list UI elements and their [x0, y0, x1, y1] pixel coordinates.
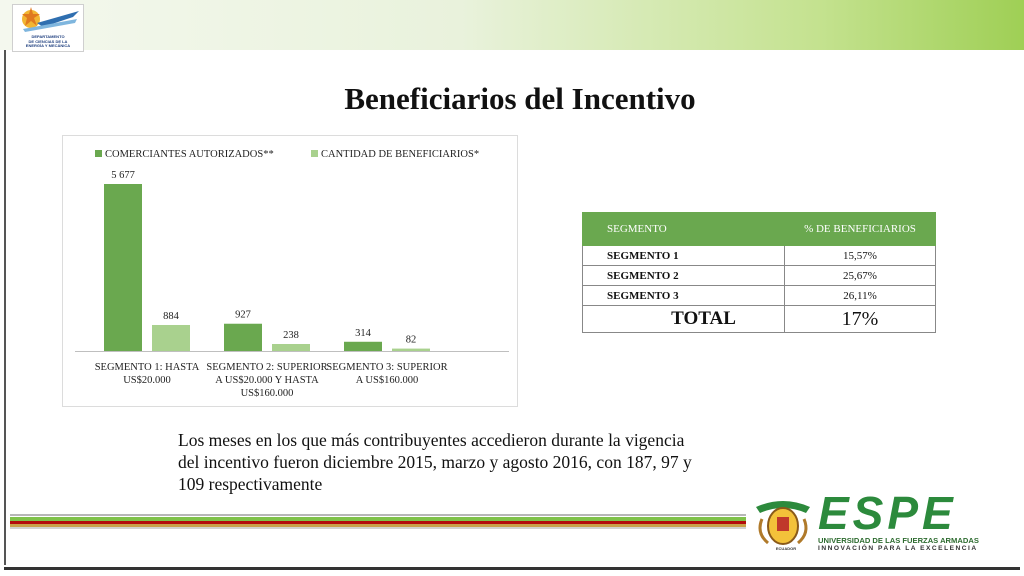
- table-cell-segment: SEGMENTO 2: [583, 266, 785, 286]
- category-label: US$160.000: [240, 388, 294, 399]
- data-label: 927: [235, 309, 251, 321]
- table-cell-percent: 26,11%: [785, 286, 936, 306]
- table-total-label: TOTAL: [583, 306, 785, 333]
- data-label: 314: [355, 327, 371, 339]
- data-label: 884: [163, 310, 179, 322]
- bar-chart: [62, 135, 518, 407]
- department-logo-line: DEPARTAMENTO: [31, 34, 65, 39]
- slide-frame-left: [4, 50, 6, 565]
- emblem-caption: ECUADOR: [775, 546, 797, 551]
- chart-bar: [344, 342, 382, 351]
- department-logo-line: DE CIENCIAS DE LA: [28, 38, 68, 44]
- chart-bar: [104, 184, 142, 351]
- data-label: 82: [405, 334, 417, 346]
- chart-bar: [392, 349, 430, 351]
- university-name: UNIVERSIDAD DE LAS FUERZAS ARMADAS: [818, 536, 979, 545]
- legend-label: CANTIDAD DE BENEFICIARIOS*: [321, 149, 480, 160]
- category-label: US$20.000: [123, 375, 171, 386]
- university-motto: INNOVACIÓN PARA LA EXCELENCIA: [818, 545, 978, 552]
- department-logo-icon: [13, 5, 83, 35]
- table-cell-percent: 15,57%: [785, 246, 936, 266]
- data-label: 238: [283, 329, 299, 341]
- category-label: SEGMENTO 3: SUPERIOR: [326, 362, 448, 373]
- footer-stripe: [10, 514, 746, 516]
- legend-swatch: [95, 150, 102, 157]
- table-row: [583, 266, 936, 286]
- data-label: 5 677: [111, 170, 135, 181]
- table-row: [583, 246, 936, 266]
- chart-bar: [152, 325, 190, 351]
- slide-frame-bottom: [4, 567, 1020, 570]
- header-band: [0, 0, 1024, 50]
- segment-table: [582, 212, 936, 333]
- table-total-value: 17%: [785, 306, 936, 333]
- bar-chart-svg: [63, 136, 517, 406]
- table-cell-segment: SEGMENTO 3: [583, 286, 785, 306]
- department-logo-line: ENERGÍA Y MECÁNICA: [25, 43, 71, 48]
- department-logo: [12, 4, 84, 52]
- espe-emblem-icon: [752, 499, 814, 553]
- table-row: [583, 286, 936, 306]
- table-total-row: [583, 306, 936, 333]
- page-title: Beneficiarios del Incentivo: [344, 81, 696, 116]
- category-label: SEGMENTO 2: SUPERIOR: [206, 362, 328, 373]
- footer-stripe: [10, 527, 746, 529]
- body-paragraph: Los meses en los que más contribuyentes accedieron durante la vigencia del incentivo fueron diciembre 2015, marzo y agosto 2016, con 187, 97 y 109 respectivamente: [178, 430, 692, 494]
- legend-swatch: [311, 150, 318, 157]
- legend-label: COMERCIANTES AUTORIZADOS**: [105, 149, 274, 160]
- category-label: SEGMENTO 1: HASTA: [94, 362, 200, 373]
- table-cell-percent: 25,67%: [785, 266, 936, 286]
- chart-bar: [272, 344, 310, 351]
- table-header-segment: SEGMENTO: [583, 213, 785, 246]
- category-label: A US$20.000 Y HASTA: [215, 375, 319, 386]
- table-header-percent: % DE BENEFICIARIOS: [785, 213, 936, 246]
- category-label: A US$160.000: [355, 375, 419, 386]
- espe-logo-text: ESPE: [818, 487, 957, 539]
- chart-bar: [224, 324, 262, 351]
- table-cell-segment: SEGMENTO 1: [583, 246, 785, 266]
